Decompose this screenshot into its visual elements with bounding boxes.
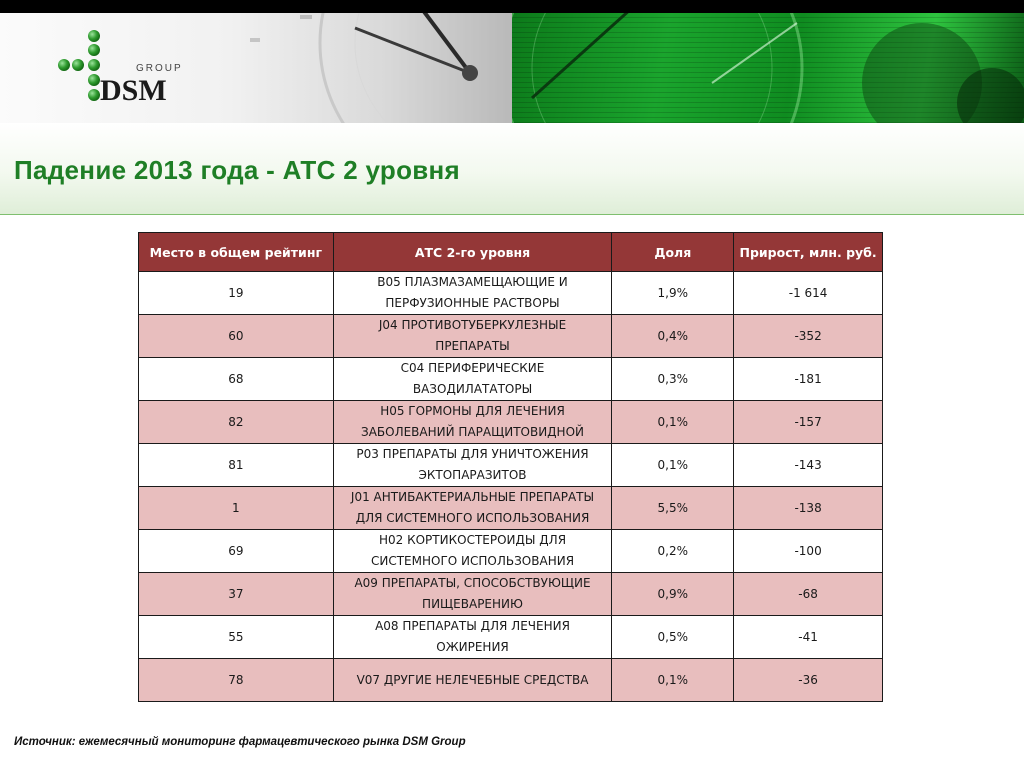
- cell-rank: 69: [139, 530, 334, 573]
- cell-growth: -157: [734, 401, 883, 444]
- cell-growth: -138: [734, 487, 883, 530]
- atc-line: J04 ПРОТИВОТУБЕРКУЛЕЗНЫЕ: [378, 318, 567, 332]
- cell-rank: 37: [139, 573, 334, 616]
- cell-atc: [333, 315, 612, 358]
- cell-rank: 1: [139, 487, 334, 530]
- cell-atc: [333, 573, 612, 616]
- cell-share: 5,5%: [612, 487, 734, 530]
- cell-growth: -41: [734, 616, 883, 659]
- cell-rank: 82: [139, 401, 334, 444]
- atc-line: ПИЩЕВАРЕНИЮ: [422, 597, 523, 611]
- atc-line: ЭКТОПАРАЗИТОВ: [418, 468, 527, 482]
- atc-line: ЗАБОЛЕВАНИЙ ПАРАЩИТОВИДНОЙ: [361, 425, 585, 439]
- table-row: [139, 530, 883, 573]
- table-row: [139, 616, 883, 659]
- atc-line: P03 ПРЕПАРАТЫ ДЛЯ УНИЧТОЖЕНИЯ: [356, 447, 589, 461]
- atc-line: ПРЕПАРАТЫ: [435, 339, 510, 353]
- logo-brand-text: DSM: [100, 74, 167, 107]
- dsm-group-logo: [58, 30, 208, 120]
- atc-line: ОЖИРЕНИЯ: [436, 640, 509, 654]
- cell-growth: -36: [734, 659, 883, 702]
- cell-growth: -352: [734, 315, 883, 358]
- cell-rank: 68: [139, 358, 334, 401]
- atc-line: H05 ГОРМОНЫ ДЛЯ ЛЕЧЕНИЯ: [380, 404, 565, 418]
- table-row: [139, 659, 883, 702]
- table-row: [139, 487, 883, 530]
- cell-growth: -100: [734, 530, 883, 573]
- top-black-bar: [0, 0, 1024, 13]
- table-row: [139, 444, 883, 487]
- slide-title: Падение 2013 года - АТС 2 уровня: [14, 155, 461, 185]
- cell-share: 0,4%: [612, 315, 734, 358]
- cell-atc: [333, 616, 612, 659]
- cell-rank: 55: [139, 616, 334, 659]
- cell-share: 0,1%: [612, 401, 734, 444]
- header-rank: Место в общем рейтинг: [139, 233, 334, 272]
- cell-atc: [333, 487, 612, 530]
- table-row: [139, 573, 883, 616]
- header-banner: [0, 13, 1024, 123]
- atc-line: H02 КОРТИКОСТЕРОИДЫ ДЛЯ: [378, 533, 567, 547]
- table-header-row: [139, 233, 883, 272]
- cell-growth: -143: [734, 444, 883, 487]
- cell-rank: 19: [139, 272, 334, 315]
- cell-share: 1,9%: [612, 272, 734, 315]
- dsm-logo-graphic: [58, 30, 208, 120]
- cell-share: 0,1%: [612, 444, 734, 487]
- cell-growth: -181: [734, 358, 883, 401]
- atc-line: A08 ПРЕПАРАТЫ ДЛЯ ЛЕЧЕНИЯ: [375, 619, 570, 633]
- cell-rank: 78: [139, 659, 334, 702]
- source-footnote: Источник: ежемесячный мониторинг фармацевтического рынка DSM Group: [14, 736, 466, 748]
- cell-share: 0,1%: [612, 659, 734, 702]
- cell-share: 0,9%: [612, 573, 734, 616]
- atc-line: ВАЗОДИЛАТАТОРЫ: [412, 382, 533, 396]
- atc-line: ПЕРФУЗИОННЫЕ РАСТВОРЫ: [385, 296, 560, 310]
- table-row: [139, 401, 883, 444]
- atc-line: СИСТЕМНОГО ИСПОЛЬЗОВАНИЯ: [370, 554, 575, 568]
- atc-line: A09 ПРЕПАРАТЫ, СПОСОБСТВУЮЩИЕ: [354, 576, 591, 590]
- cell-atc: [333, 530, 612, 573]
- atc-line: B05 ПЛАЗМАЗАМЕЩАЮЩИЕ И: [377, 275, 568, 289]
- cell-atc: [333, 272, 612, 315]
- banner-green-clock-image: [512, 13, 1024, 123]
- cell-atc: [333, 401, 612, 444]
- atc-line: J01 АНТИБАКТЕРИАЛЬНЫЕ ПРЕПАРАТЫ: [350, 490, 595, 504]
- logo-group-text: GROUP: [136, 63, 183, 74]
- table-row: [139, 358, 883, 401]
- cell-atc: [333, 444, 612, 487]
- cell-rank: 60: [139, 315, 334, 358]
- cell-share: 0,5%: [612, 616, 734, 659]
- cell-growth: -1 614: [734, 272, 883, 315]
- table-row: [139, 272, 883, 315]
- cell-share: 0,2%: [612, 530, 734, 573]
- atc-line: ДЛЯ СИСТЕМНОГО ИСПОЛЬЗОВАНИЯ: [355, 511, 590, 525]
- header-share: Доля: [612, 233, 734, 272]
- cell-rank: 81: [139, 444, 334, 487]
- header-atc: АТС 2-го уровня: [333, 233, 612, 272]
- green-clock-graphic: [512, 13, 1024, 123]
- atc-table: [138, 232, 883, 702]
- header-growth: Прирост, млн. руб.: [734, 233, 883, 272]
- table-row: [139, 315, 883, 358]
- cell-share: 0,3%: [612, 358, 734, 401]
- cell-atc: [333, 358, 612, 401]
- atc-line: C04 ПЕРИФЕРИЧЕСКИЕ: [400, 361, 545, 375]
- cell-atc: V07 ДРУГИЕ НЕЛЕЧЕБНЫЕ СРЕДСТВА: [333, 659, 612, 702]
- cell-growth: -68: [734, 573, 883, 616]
